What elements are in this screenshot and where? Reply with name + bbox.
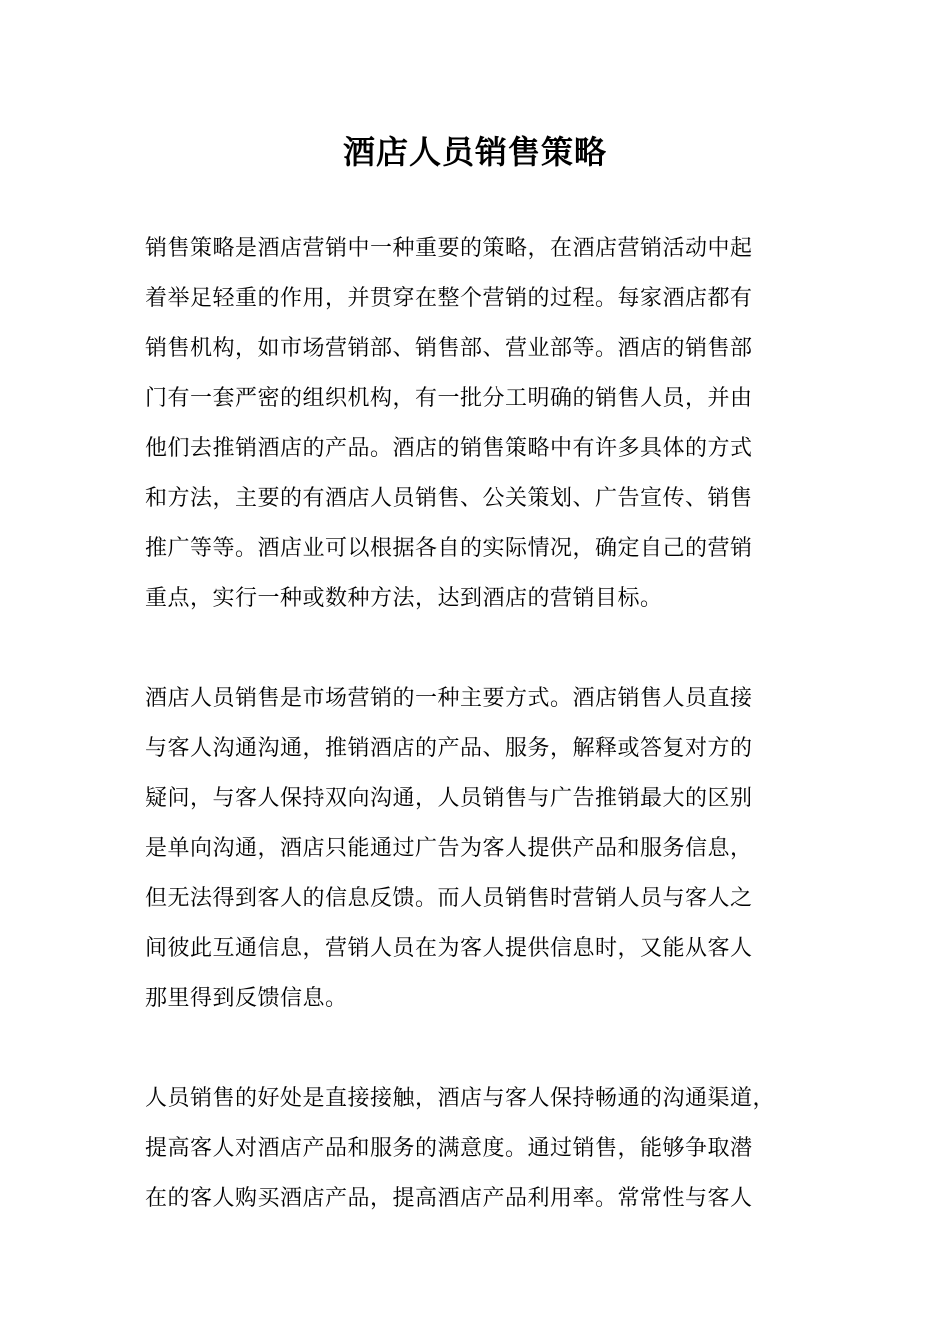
paragraph-line: 重点，实行一种或数种方法，达到酒店的营销目标。 [145, 586, 663, 611]
paragraph-line: 与客人沟通沟通，推销酒店的产品、服务，解释或答复对方的 [145, 736, 753, 761]
paragraph-line: 着举足轻重的作用，并贯穿在整个营销的过程。每家酒店都有 [145, 286, 753, 311]
paragraph-line: 但无法得到客人的信息反馈。而人员销售时营销人员与客人之 [145, 886, 753, 911]
document-body [145, 224, 825, 1274]
paragraph-line: 他们去推销酒店的产品。酒店的销售策略中有许多具体的方式 [145, 436, 753, 461]
paragraph-line: 是单向沟通，酒店只能通过广告为客人提供产品和服务信息， [145, 836, 753, 861]
paragraph-line: 门有一套严密的组织机构，有一批分工明确的销售人员，并由 [145, 386, 753, 411]
paragraph-line: 人员销售的好处是直接接触，酒店与客人保持畅通的沟通渠道， [145, 1086, 776, 1111]
paragraph-line: 在的客人购买酒店产品，提高酒店产品利用率。常常性与客人 [145, 1186, 753, 1211]
document-title: 酒店人员销售策略 [342, 133, 607, 171]
paragraph-line: 和方法，主要的有酒店人员销售、公关策划、广告宣传、销售 [145, 486, 753, 511]
paragraph-line: 推广等等。酒店业可以根据各自的实际情况，确定自己的营销 [145, 536, 753, 561]
paragraph-line: 提高客人对酒店产品和服务的满意度。通过销售，能够争取潜 [145, 1136, 753, 1161]
paragraph-line: 间彼此互通信息，营销人员在为客人提供信息时，又能从客人 [145, 936, 753, 961]
paragraph-1 [145, 224, 825, 624]
paragraph-line: 酒店人员销售是市场营销的一种主要方式。酒店销售人员直接 [145, 686, 753, 711]
paragraph-2 [145, 674, 825, 1024]
paragraph-3 [145, 1074, 825, 1224]
paragraph-line: 疑问，与客人保持双向沟通，人员销售与广告推销最大的区别 [145, 786, 753, 811]
paragraph-line: 那里得到反馈信息。 [145, 986, 348, 1011]
paragraph-line: 销售机构，如市场营销部、销售部、营业部等。酒店的销售部 [145, 336, 753, 361]
paragraph-line: 销售策略是酒店营销中一种重要的策略，在酒店营销活动中起 [145, 236, 753, 261]
